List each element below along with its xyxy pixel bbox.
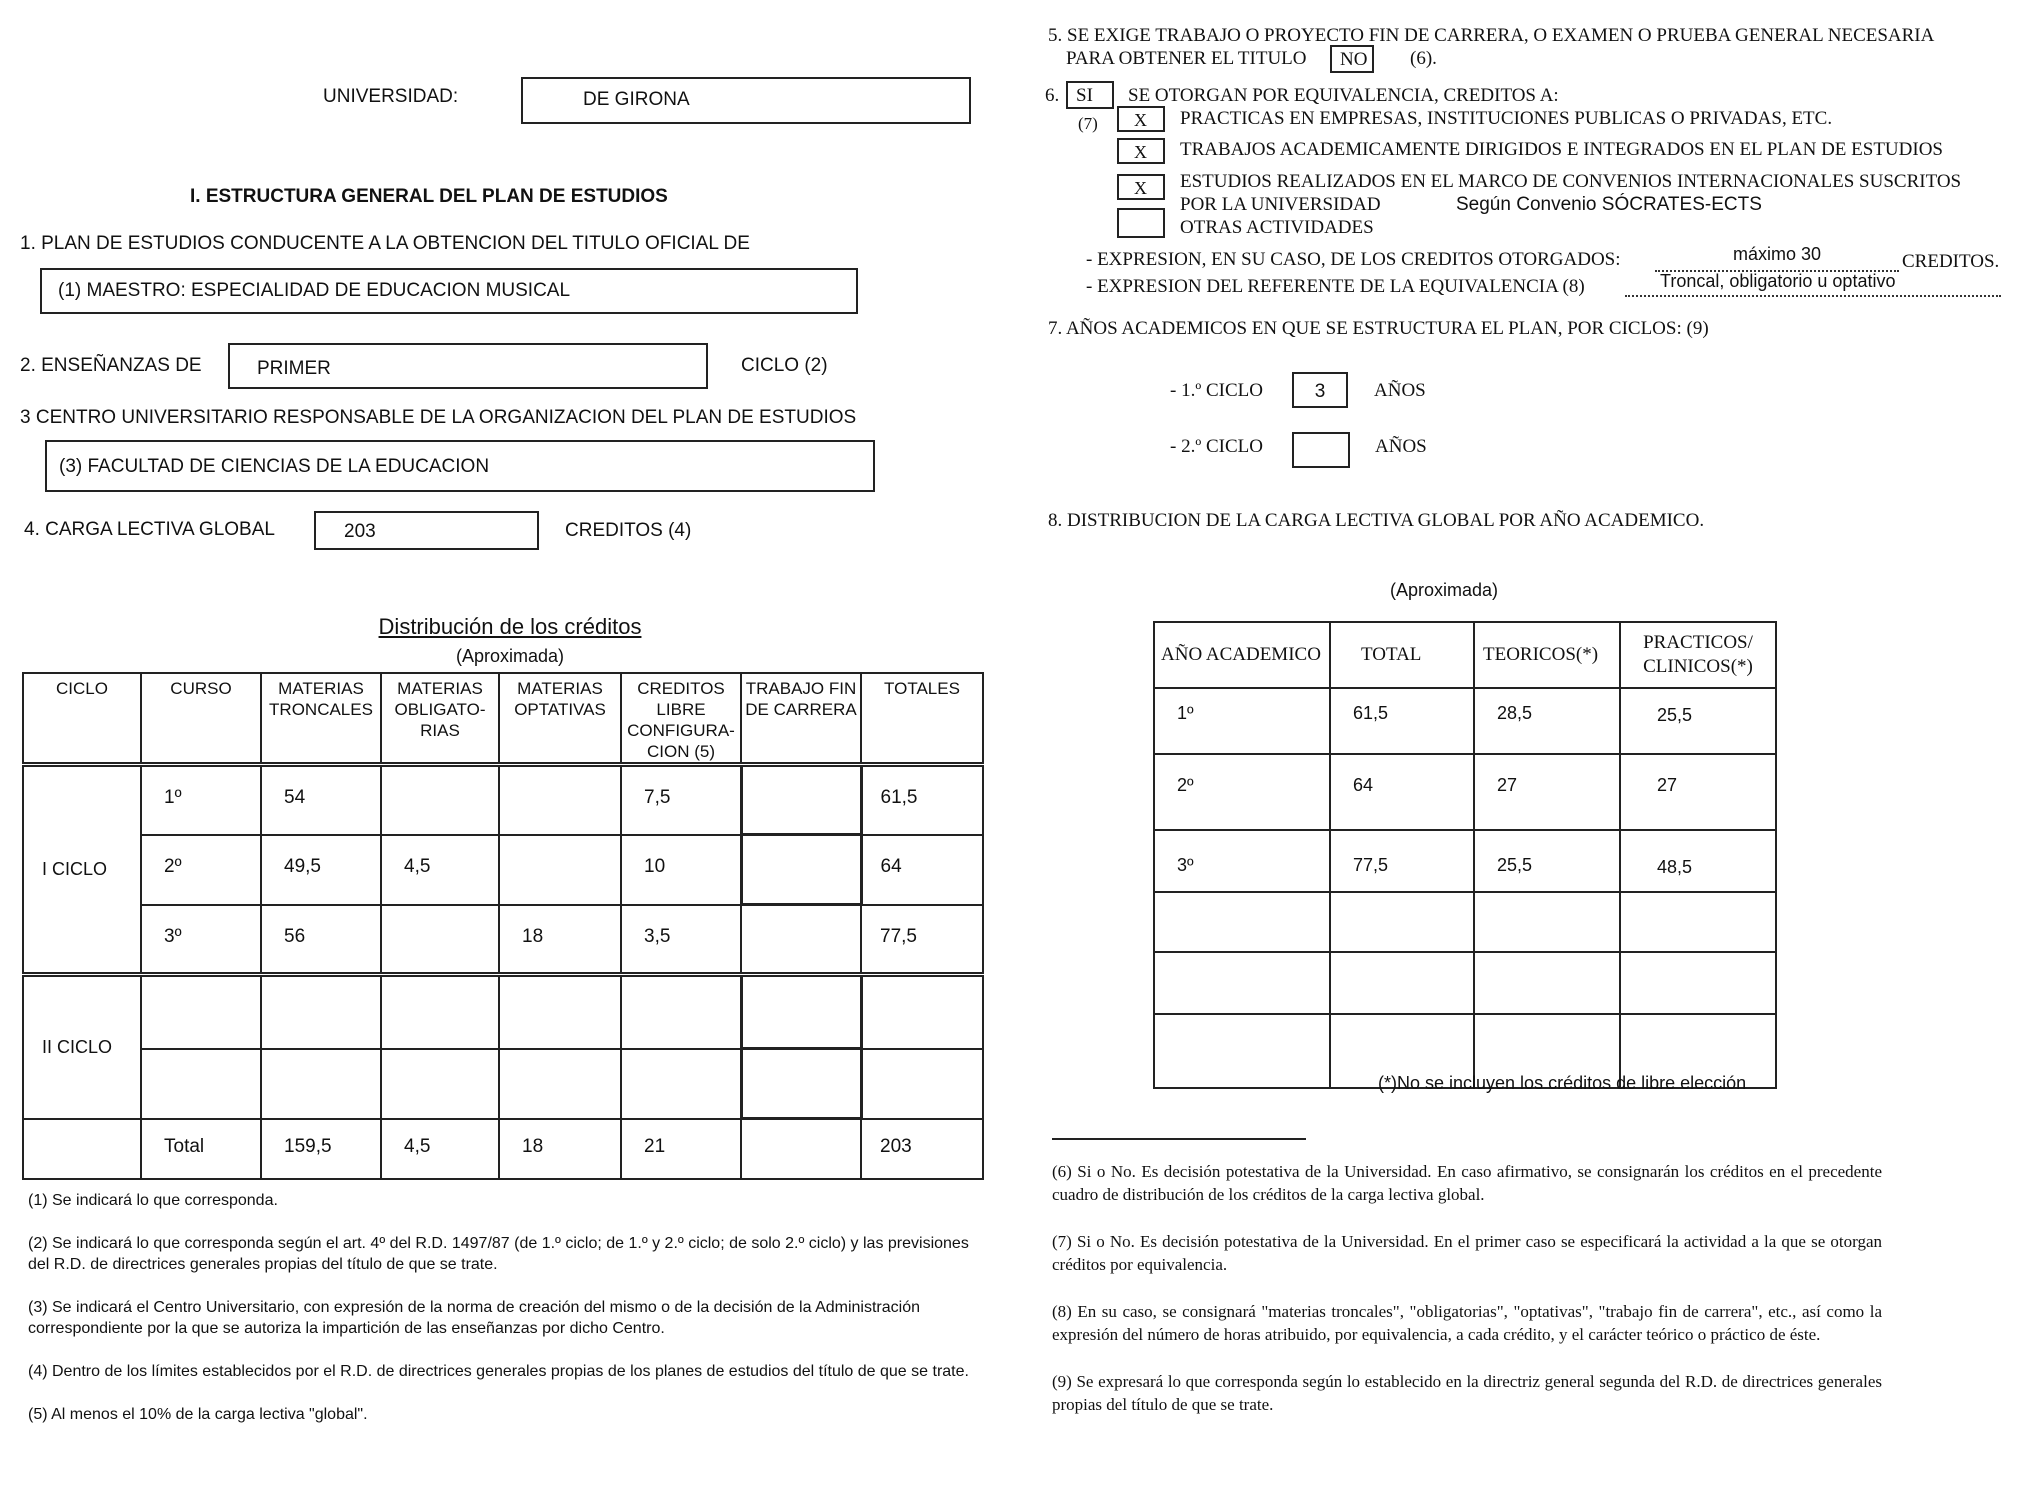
item6-value: SI bbox=[1076, 85, 1093, 106]
item4-value: 203 bbox=[344, 521, 376, 542]
option3-checkbox[interactable] bbox=[1117, 174, 1165, 200]
dist-title-text: Distribución de los créditos bbox=[378, 614, 642, 639]
option1-mark: X bbox=[1134, 110, 1147, 130]
item1-value: (1) MAESTRO: ESPECIALIDAD DE EDUCACION MUSICAL bbox=[58, 280, 571, 301]
item2-value: PRIMER bbox=[257, 358, 331, 379]
year-header-ano: AÑO ACADEMICO bbox=[1161, 644, 1321, 665]
year-header-teoricos: TEORICOS(*) bbox=[1483, 644, 1599, 665]
year-distribution-table bbox=[1153, 621, 1777, 1089]
ciclo2-years-box bbox=[1292, 432, 1350, 468]
item4-label: 4. CARGA LECTIVA GLOBAL bbox=[24, 519, 275, 540]
table-row bbox=[23, 835, 983, 905]
left-notes bbox=[28, 1190, 978, 1425]
table-row bbox=[23, 765, 983, 835]
table-row bbox=[1154, 830, 1776, 892]
note-2: (2) Se indicará lo que corresponda según el art. 4º del R.D. 1497/87 (de 1.º ciclo; de 1.º y 2.º ciclo; de solo 2.º ciclo) y las previsiones del R.D. de directrices generales propias del título de que se trate. bbox=[28, 1235, 969, 1273]
dist-header-text: MATERIAS TRONCALES bbox=[269, 679, 373, 719]
table-row bbox=[23, 905, 983, 975]
row3-troncales: 56 bbox=[284, 925, 306, 947]
item8-subtitle: (Aproximada) bbox=[1390, 580, 1499, 600]
universidad-field bbox=[521, 77, 971, 124]
option2-text: TRABAJOS ACADEMICAMENTE DIRIGIDOS E INTEGRADOS EN EL PLAN DE ESTUDIOS bbox=[1180, 139, 1943, 160]
footnote-8: (8) En su caso, se consignará "materias troncales", "obligatorias", "optativas", "trabajo fin de carrera", etc., así como la expresión del número de horas atribuido, por equivalencia, a cada crédito, y el carácter teórico o práctico de éste. bbox=[1052, 1302, 1882, 1344]
option1-text: PRACTICAS EN EMPRESAS, INSTITUCIONES PUBLICAS O PRIVADAS, ETC. bbox=[1180, 108, 1833, 129]
dist-header-text: CICLO bbox=[56, 679, 108, 698]
ciclo1-value: 3 bbox=[1314, 381, 1326, 402]
universidad-label: UNIVERSIDAD: bbox=[323, 86, 459, 107]
year1-ano: 1º bbox=[1177, 703, 1194, 723]
item3-label: 3 CENTRO UNIVERSITARIO RESPONSABLE DE LA ORGANIZACION DEL PLAN DE ESTUDIOS bbox=[20, 407, 857, 428]
dist-header-optativas bbox=[499, 673, 621, 765]
expr2-label: - EXPRESION DEL REFERENTE DE LA EQUIVALENCIA (8) bbox=[1086, 276, 1585, 297]
dist-header-text: TRABAJO FIN DE CARRERA bbox=[745, 679, 857, 719]
dist-subtitle: (Aproximada) bbox=[455, 646, 565, 666]
expr1-value: máximo 30 bbox=[1732, 244, 1822, 264]
section-title: I. ESTRUCTURA GENERAL DEL PLAN DE ESTUDIOS bbox=[190, 186, 668, 207]
total-optativas: 18 bbox=[522, 1135, 544, 1157]
item3-value: (3) FACULTAD DE CIENCIAS DE LA EDUCACION bbox=[59, 456, 490, 477]
table-row bbox=[1154, 688, 1776, 754]
item7-label: 7. AÑOS ACADEMICOS EN QUE SE ESTRUCTURA EL PLAN, POR CICLOS: (9) bbox=[1048, 318, 1709, 339]
row2-totales: 64 bbox=[880, 855, 902, 877]
item2-suffix: CICLO (2) bbox=[741, 355, 828, 376]
year-header-practicos: PRACTICOS/ CLINICOS(*) bbox=[1643, 632, 1753, 677]
total-troncales: 159,5 bbox=[284, 1135, 332, 1157]
table-row bbox=[1154, 892, 1776, 952]
footnote-7: (7) Si o No. Es decisión potestativa de la Universidad. En el primer caso se especificará la actividad a la que se otorgan créditos por equivalencia. bbox=[1052, 1232, 1882, 1274]
row1-curso: 1º bbox=[164, 787, 182, 808]
expr2-line bbox=[1625, 271, 2001, 297]
item1-label: 1. PLAN DE ESTUDIOS CONDUCENTE A LA OBTENCION DEL TITULO OFICIAL DE bbox=[20, 233, 750, 254]
year-note: (*)No se incluyen los créditos de libre elección bbox=[1378, 1073, 1747, 1093]
dist-header-totales bbox=[861, 673, 983, 765]
total-totales: 203 bbox=[880, 1135, 912, 1157]
right-footnotes bbox=[1052, 1160, 1882, 1416]
ciclo1-label: I CICLO bbox=[42, 859, 108, 879]
year2-teoricos: 27 bbox=[1497, 775, 1518, 795]
credit-distribution-table bbox=[22, 672, 984, 1180]
expr2-value: Troncal, obligatorio u optativo bbox=[1660, 271, 1896, 291]
dist-title bbox=[320, 614, 700, 640]
dist-header-troncales bbox=[261, 673, 381, 765]
footnote-6: (6) Si o No. Es decisión potestativa de la Universidad. En caso afirmativo, se consignarán los créditos en el precedente cuadro de distribución de los créditos de la carga lectiva global. bbox=[1052, 1162, 1882, 1204]
total-libre: 21 bbox=[644, 1135, 666, 1157]
row3-curso: 3º bbox=[164, 925, 182, 947]
dist-header-trabajo bbox=[741, 673, 861, 765]
item6-note: (7) bbox=[1078, 114, 1098, 133]
year3-practicos: 48,5 bbox=[1657, 857, 1693, 877]
year3-teoricos: 25,5 bbox=[1497, 855, 1533, 875]
option3-line2: POR LA UNIVERSIDAD bbox=[1180, 194, 1381, 215]
row3-totales: 77,5 bbox=[880, 925, 917, 947]
ciclo2-cell bbox=[23, 975, 141, 1119]
item5-box bbox=[1330, 45, 1374, 73]
option4-text: OTRAS ACTIVIDADES bbox=[1180, 217, 1374, 238]
item4-suffix: CREDITOS (4) bbox=[565, 520, 692, 541]
expr1-label: - EXPRESION, EN SU CASO, DE LOS CREDITOS OTORGADOS: bbox=[1086, 249, 1621, 270]
row1-optativas bbox=[500, 767, 620, 787]
row1-totales: 61,5 bbox=[880, 787, 918, 808]
item3-field bbox=[45, 440, 875, 492]
ciclo1-cell bbox=[23, 765, 141, 975]
row1-obligatorias bbox=[382, 767, 498, 787]
year1-total: 61,5 bbox=[1353, 703, 1389, 723]
dist-header-text: CURSO bbox=[170, 679, 232, 698]
option2-checkbox[interactable] bbox=[1117, 138, 1165, 164]
total-obligatorias: 4,5 bbox=[404, 1135, 431, 1157]
item2-label: 2. ENSEÑANZAS DE bbox=[20, 355, 202, 376]
ciclo2-label: - 2.º CICLO bbox=[1170, 436, 1263, 457]
row1-libre: 7,5 bbox=[644, 787, 671, 808]
item2-field bbox=[228, 343, 708, 389]
row1-troncales: 54 bbox=[284, 787, 306, 808]
table-row bbox=[23, 975, 983, 1049]
row1-trabajo bbox=[743, 767, 860, 787]
option3-extra: Según Convenio SÓCRATES-ECTS bbox=[1456, 194, 1762, 215]
expr1-line bbox=[1655, 244, 1899, 272]
item5-line1: 5. SE EXIGE TRABAJO O PROYECTO FIN DE CARRERA, O EXAMEN O PRUEBA GENERAL NECESARIA bbox=[1048, 25, 1935, 46]
table-row bbox=[1154, 754, 1776, 830]
row2-optativas bbox=[500, 836, 620, 856]
dist-header-ciclo bbox=[23, 673, 141, 765]
year3-ano: 3º bbox=[1177, 855, 1194, 875]
year2-ano: 2º bbox=[1177, 775, 1194, 795]
item1-field bbox=[40, 268, 858, 314]
note-3: (3) Se indicará el Centro Universitario, con expresión de la norma de creación del mismo o de la decisión de la Administración correspondiente por la que se autoriza la impartición de las enseñanzas por dicho Centro. bbox=[28, 1299, 920, 1337]
footnote-9: (9) Se expresará lo que corresponda según lo establecido en la directriz general segunda del R.D. de directrices generales propias del título de que se trate. bbox=[1052, 1372, 1882, 1414]
footnote-divider bbox=[1052, 1138, 1306, 1140]
year3-total: 77,5 bbox=[1353, 855, 1389, 875]
year1-practicos: 25,5 bbox=[1657, 705, 1693, 725]
dist-header-curso bbox=[141, 673, 261, 765]
option3-mark: X bbox=[1134, 178, 1147, 198]
dist-header-text: TOTALES bbox=[884, 679, 960, 698]
dist-header-text: MATERIAS OPTATIVAS bbox=[514, 679, 606, 719]
year2-practicos: 27 bbox=[1657, 775, 1678, 795]
universidad-value: DE GIRONA bbox=[583, 89, 690, 110]
ciclo2-label: II CICLO bbox=[42, 1036, 113, 1057]
year1-teoricos: 28,5 bbox=[1497, 703, 1533, 723]
table-row bbox=[1154, 952, 1776, 1014]
dist-header-text: CREDITOS LIBRE CONFIGURA-CION (5) bbox=[627, 679, 735, 761]
row3-obligatorias bbox=[382, 906, 498, 926]
total-trabajo bbox=[742, 1120, 860, 1136]
dist-header-row bbox=[23, 673, 983, 765]
table-row bbox=[23, 1049, 983, 1119]
note-4: (4) Dentro de los límites establecidos por el R.D. de directrices generales propias de los planes de estudios del título de que se trate. bbox=[28, 1363, 969, 1380]
item6-num: 6. bbox=[1045, 85, 1060, 106]
option4-checkbox[interactable] bbox=[1117, 208, 1165, 238]
option3-text: ESTUDIOS REALIZADOS EN EL MARCO DE CONVENIOS INTERNACIONALES SUSCRITOS bbox=[1180, 171, 1962, 192]
option2-mark: X bbox=[1134, 142, 1147, 162]
item8-label: 8. DISTRIBUCION DE LA CARGA LECTIVA GLOBAL POR AÑO ACADEMICO. bbox=[1048, 510, 1705, 531]
ciclo1-label: - 1.º CICLO bbox=[1170, 380, 1263, 401]
year-header-row bbox=[1154, 622, 1776, 688]
row2-curso: 2º bbox=[164, 855, 182, 877]
total-curso: Total bbox=[164, 1135, 205, 1157]
total-row bbox=[23, 1119, 983, 1179]
item5-line2: PARA OBTENER EL TITULO bbox=[1066, 48, 1307, 69]
item6-label: SE OTORGAN POR EQUIVALENCIA, CREDITOS A: bbox=[1128, 85, 1559, 106]
item5-value: NO bbox=[1340, 49, 1368, 70]
year-header-total: TOTAL bbox=[1361, 644, 1422, 665]
note-1: (1) Se indicará lo que corresponda. bbox=[28, 1192, 278, 1209]
item6-box bbox=[1066, 81, 1114, 109]
row3-optativas: 18 bbox=[522, 925, 544, 947]
item5-note: (6). bbox=[1410, 48, 1437, 69]
row2-obligatorias: 4,5 bbox=[404, 855, 431, 877]
ciclo2-anos: AÑOS bbox=[1375, 436, 1427, 457]
expr1-suffix: CREDITOS. bbox=[1902, 251, 2000, 272]
item4-field bbox=[314, 511, 539, 550]
dist-header-obligatorias bbox=[381, 673, 499, 765]
row2-troncales: 49,5 bbox=[284, 855, 321, 877]
ciclo1-years-box bbox=[1292, 372, 1348, 408]
row2-libre: 10 bbox=[644, 855, 666, 877]
note-5: (5) Al menos el 10% de la carga lectiva "global". bbox=[28, 1406, 368, 1423]
year2-total: 64 bbox=[1353, 775, 1374, 795]
row3-trabajo bbox=[742, 906, 860, 926]
option1-checkbox[interactable] bbox=[1117, 106, 1165, 132]
row3-libre: 3,5 bbox=[644, 925, 671, 947]
row2-trabajo bbox=[743, 836, 860, 856]
ciclo1-anos: AÑOS bbox=[1374, 380, 1426, 401]
dist-header-text: MATERIAS OBLIGATO-RIAS bbox=[394, 679, 486, 740]
dist-header-libre bbox=[621, 673, 741, 765]
